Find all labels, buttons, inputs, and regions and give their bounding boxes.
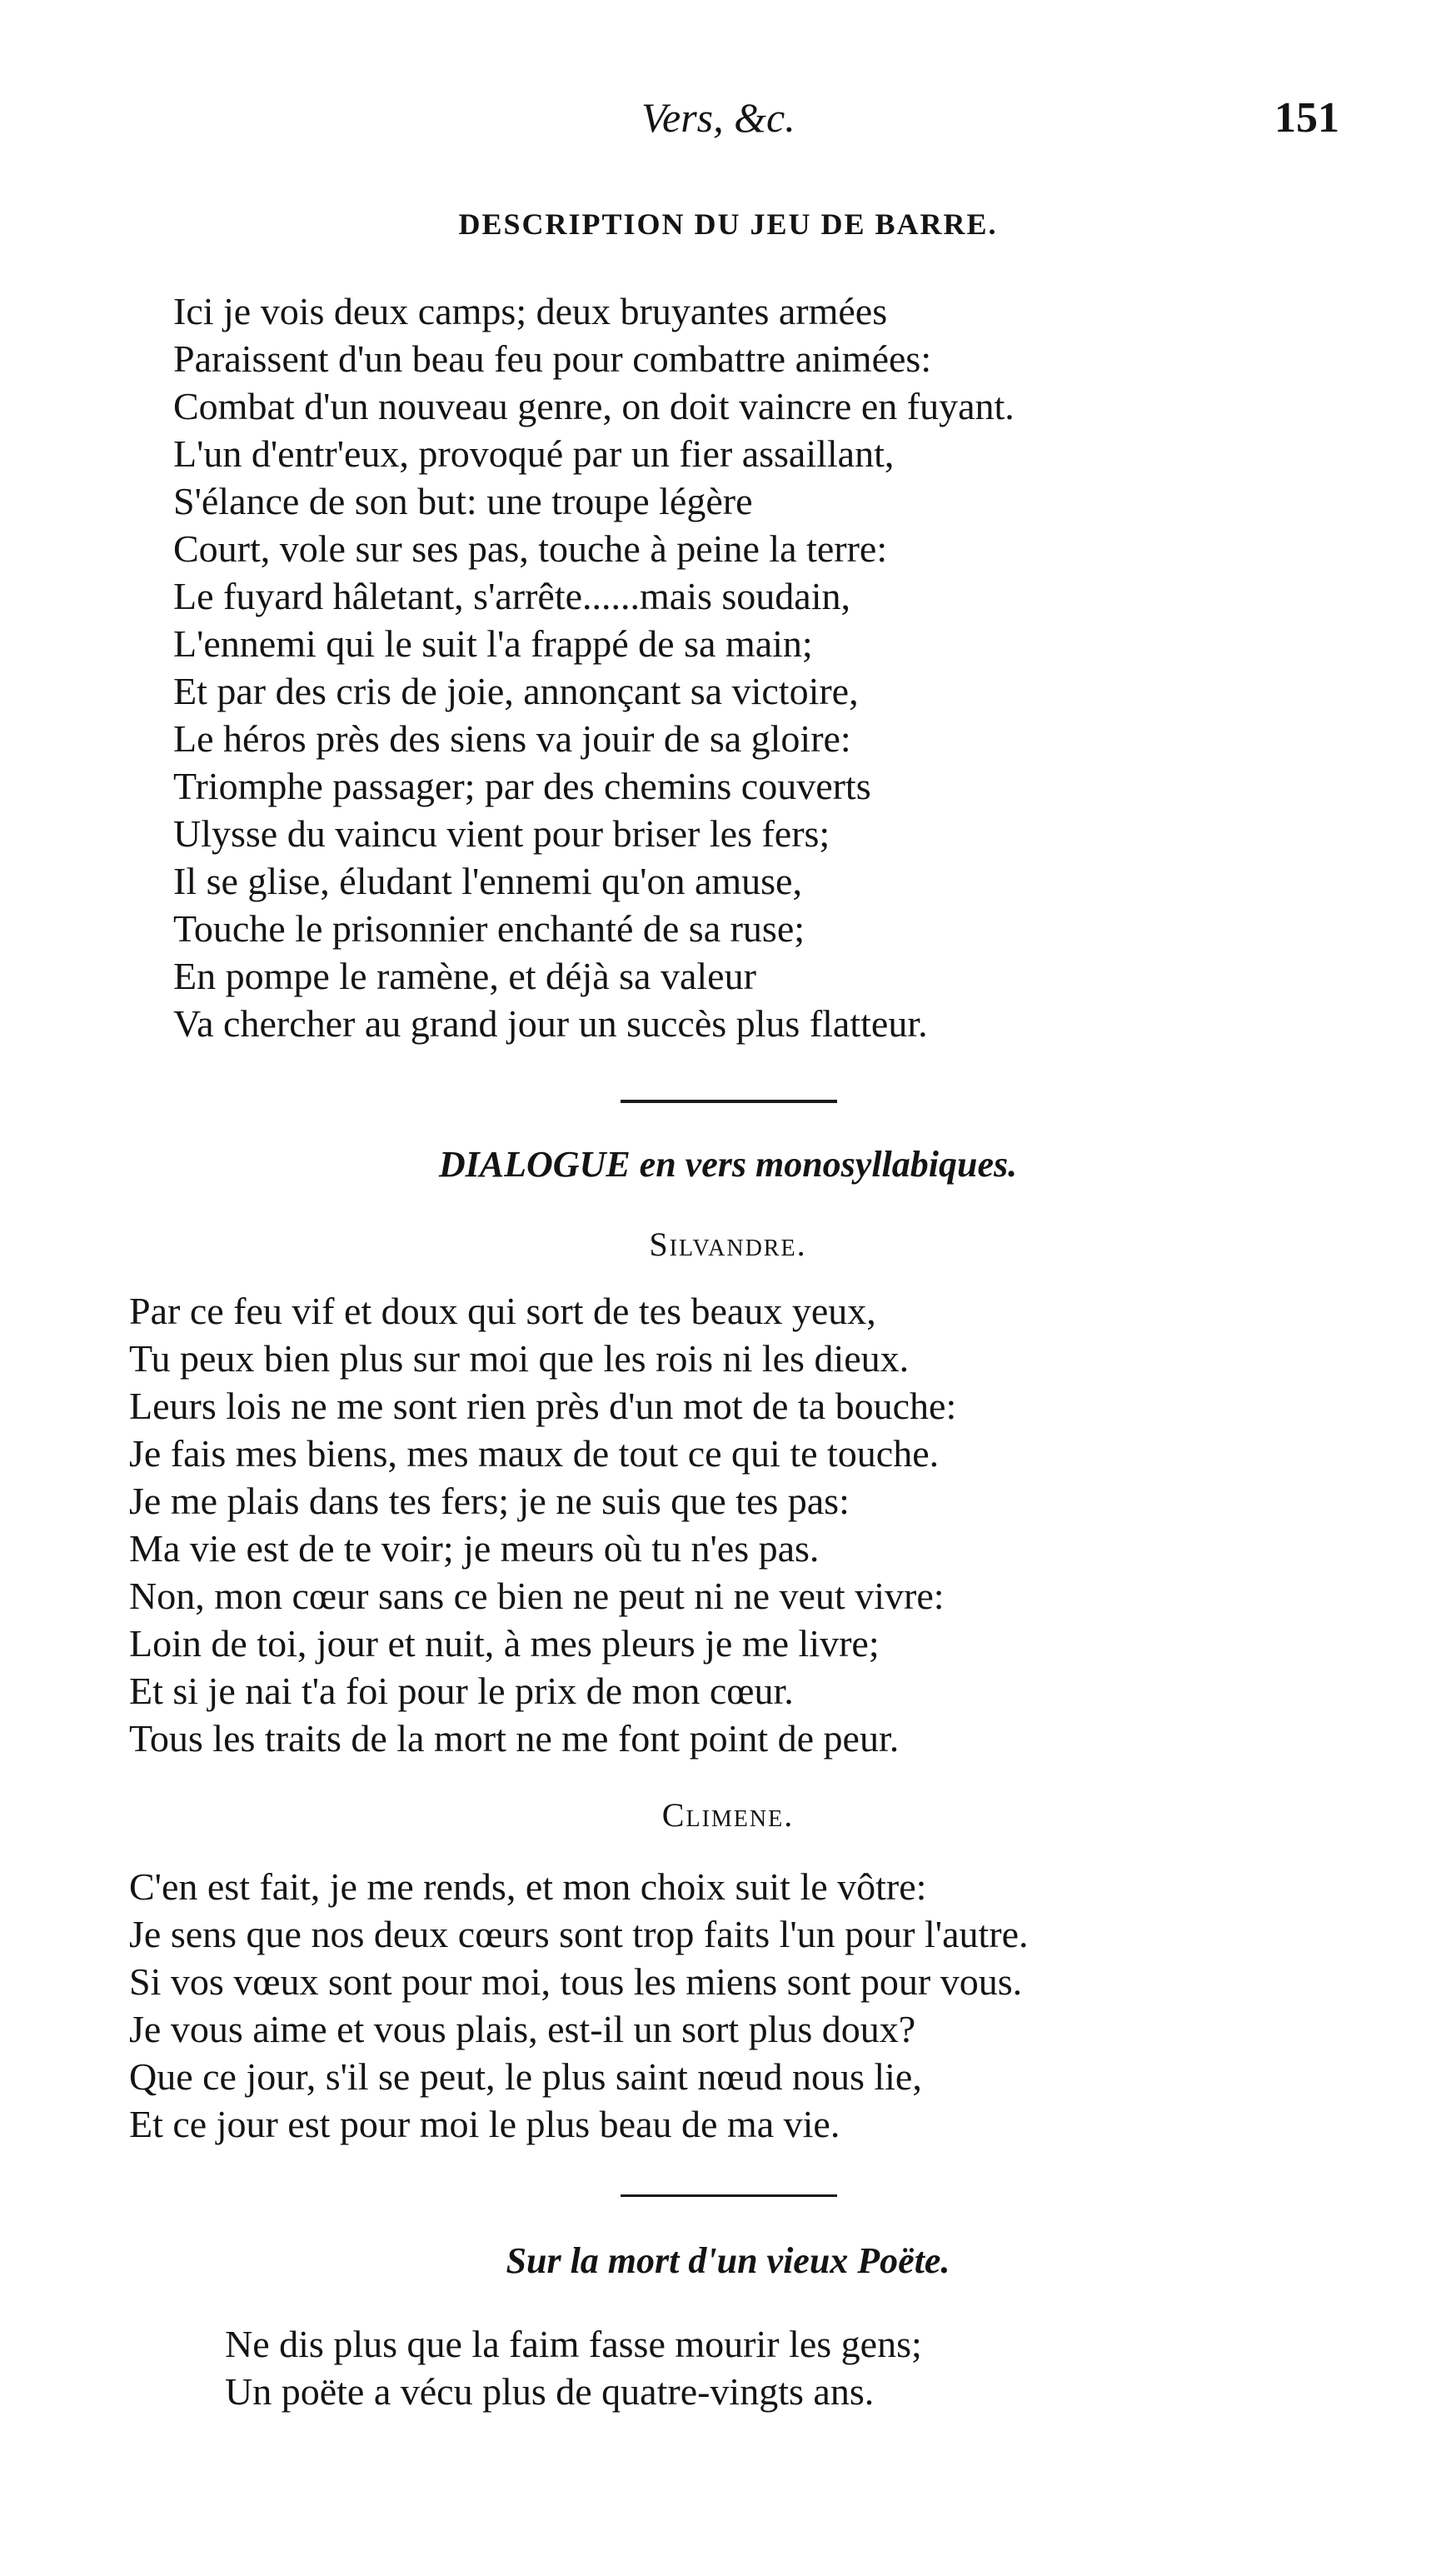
section-title-vieux-poete: Sur la mort d'un vieux Poëte. (506, 2240, 950, 2281)
verse-line: Paraissent d'un beau feu pour combattre animées: (173, 337, 932, 380)
verse-line: Tous les traits de la mort ne me font point de peur. (129, 1717, 900, 1760)
page-header (0, 93, 1456, 160)
verse-line: Loin de toi, jour et nuit, à mes pleurs je me livre; (129, 1622, 880, 1665)
verse-line: C'en est fait, je me rends, et mon choix suit le vôtre: (129, 1865, 927, 1908)
verse-line: Ulysse du vaincu vient pour briser les fers; (173, 812, 830, 855)
verse-line: Le fuyard hâletant, s'arrête......mais soudain, (173, 575, 850, 617)
poem-vieux-poete (225, 2320, 922, 2415)
section-divider (621, 2194, 837, 2197)
verse-line: Je vous aime et vous plais, est-il un sort plus doux? (129, 2008, 916, 2050)
section-title-dialogue: DIALOGUE en vers monosyllabiques. (438, 1144, 1018, 1185)
verses-silvandre (129, 1287, 956, 1762)
verse-line: L'un d'entr'eux, provoqué par un fier assaillant, (173, 432, 895, 475)
verse-line: Combat d'un nouveau genre, on doit vaincre en fuyant. (173, 385, 1015, 427)
verse-line: Va chercher au grand jour un succès plus flatteur. (173, 1002, 928, 1045)
verse-line: Tu peux bien plus sur moi que les rois ni les dieux. (129, 1337, 910, 1380)
verse-line: Un poëte a vécu plus de quatre-vingts ans. (225, 2370, 875, 2413)
verse-line: En pompe le ramène, et déjà sa valeur (173, 955, 756, 997)
verse-line: Ici je vois deux camps; deux bruyantes armées (173, 290, 888, 332)
verse-line: Si vos vœux sont pour moi, tous les miens sont pour vous. (129, 1960, 1023, 2003)
verse-line: Et par des cris de joie, annonçant sa victoire, (173, 670, 859, 712)
poem-jeu-de-barre (173, 287, 1015, 1047)
verse-line: Je sens que nos deux cœurs sont trop faits l'un pour l'autre. (129, 1913, 1029, 1955)
verse-line: Court, vole sur ses pas, touche à peine la terre: (173, 527, 888, 570)
section-title-jeu-de-barre: DESCRIPTION DU JEU DE BARRE. (458, 207, 998, 241)
verse-line: Il se glise, éludant l'ennemi qu'on amuse, (173, 860, 802, 902)
running-head: Vers, &c. (641, 94, 795, 141)
section-divider (621, 1100, 837, 1103)
speaker-climene: Climene. (661, 1796, 795, 1834)
verse-line: Ma vie est de te voir; je meurs où tu n'es pas. (129, 1527, 820, 1570)
verse-line: Je me plais dans tes fers; je ne suis que tes pas: (129, 1480, 850, 1522)
verse-line: Je fais mes biens, mes maux de tout ce qui te touche. (129, 1432, 940, 1475)
page-number: 151 (1274, 94, 1339, 142)
verse-line: Et ce jour est pour moi le plus beau de ma vie. (129, 2103, 840, 2145)
verse-line: Triomphe passager; par des chemins couverts (173, 765, 871, 807)
verse-line: L'ennemi qui le suit l'a frappé de sa main; (173, 622, 813, 665)
verse-line: S'élance de son but: une troupe légère (173, 480, 753, 522)
verse-line: Ne dis plus que la faim fasse mourir les gens; (225, 2323, 922, 2365)
verse-line: Non, mon cœur sans ce bien ne peut ni ne veut vivre: (129, 1575, 945, 1617)
verse-line: Touche le prisonnier enchanté de sa ruse; (173, 907, 805, 950)
verse-line: Le héros près des siens va jouir de sa gloire: (173, 717, 851, 760)
verse-line: Que ce jour, s'il se peut, le plus saint nœud nous lie, (129, 2055, 922, 2098)
verse-line: Leurs lois ne me sont rien près d'un mot de ta bouche: (129, 1385, 957, 1427)
verse-line: Et si je nai t'a foi pour le prix de mon cœur. (129, 1670, 794, 1712)
verses-climene (129, 1863, 1029, 2148)
verse-line: Par ce feu vif et doux qui sort de tes beaux yeux, (129, 1290, 876, 1332)
speaker-silvandre: Silvandre. (649, 1226, 807, 1263)
